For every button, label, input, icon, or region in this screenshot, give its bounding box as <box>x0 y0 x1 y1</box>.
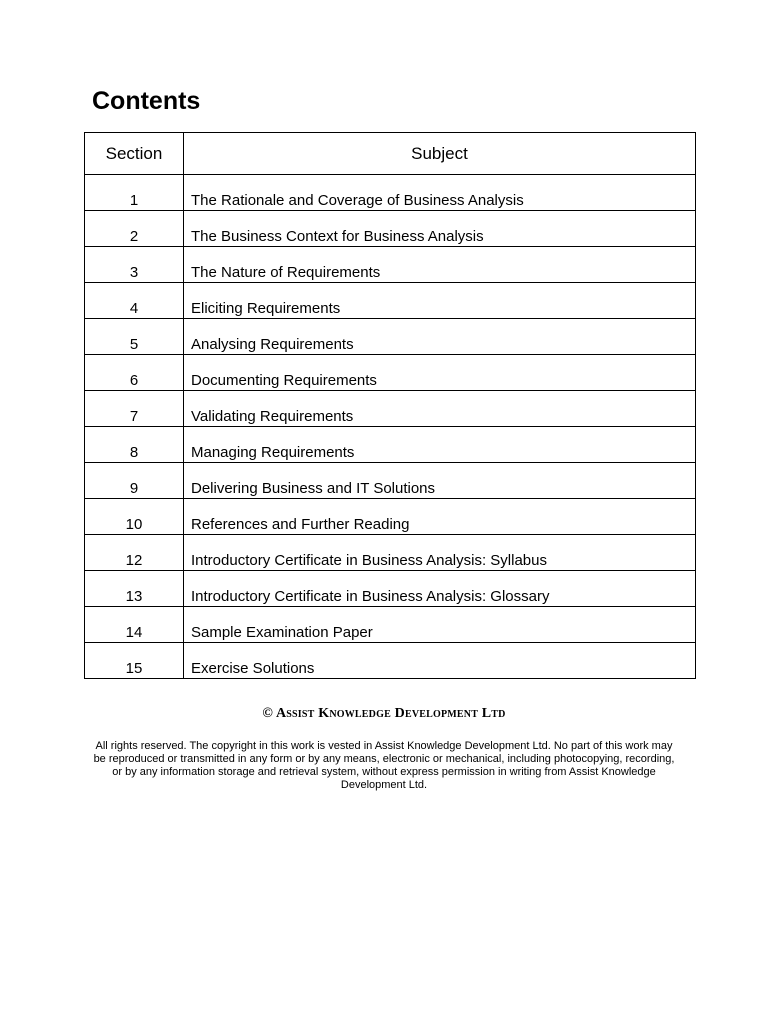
table-row <box>85 175 696 211</box>
section-number: 15 <box>85 643 184 679</box>
page-title: Contents <box>92 87 201 115</box>
table-row <box>85 499 696 535</box>
section-subject: The Rationale and Coverage of Business Analysis <box>184 175 696 211</box>
table-row <box>85 463 696 499</box>
header-subject: Subject <box>184 133 696 175</box>
contents-table <box>84 132 696 679</box>
section-subject: Managing Requirements <box>184 427 696 463</box>
table-row <box>85 571 696 607</box>
section-subject: Documenting Requirements <box>184 355 696 391</box>
section-subject: The Business Context for Business Analysis <box>184 211 696 247</box>
section-number: 1 <box>85 175 184 211</box>
table-row <box>85 247 696 283</box>
table-row <box>85 427 696 463</box>
section-number: 6 <box>85 355 184 391</box>
copyright-line: © Assist Knowledge Development Ltd <box>262 706 506 721</box>
section-number: 7 <box>85 391 184 427</box>
table-row <box>85 211 696 247</box>
table-row <box>85 355 696 391</box>
section-subject: Exercise Solutions <box>184 643 696 679</box>
section-subject: Eliciting Requirements <box>184 283 696 319</box>
section-number: 13 <box>85 571 184 607</box>
rights-notice: All rights reserved. The copyright in this work is vested in Assist Knowledge Development Ltd. No part of this work may be reproduced or transmitted in any form or by any means, electronic or mechanical, including photocopying, recording, or by any information storage and retrieval system, without express permission in writing from Assist Knowledge Development Ltd. <box>93 740 675 791</box>
section-number: 14 <box>85 607 184 643</box>
table-row <box>85 391 696 427</box>
table-row <box>85 319 696 355</box>
table-row <box>85 283 696 319</box>
section-subject: Introductory Certificate in Business Analysis: Glossary <box>184 571 696 607</box>
section-number: 3 <box>85 247 184 283</box>
section-subject: References and Further Reading <box>184 499 696 535</box>
section-number: 10 <box>85 499 184 535</box>
section-number: 8 <box>85 427 184 463</box>
header-section: Section <box>85 133 184 175</box>
table-row <box>85 607 696 643</box>
section-number: 2 <box>85 211 184 247</box>
table-row <box>85 643 696 679</box>
table-row <box>85 535 696 571</box>
section-subject: Delivering Business and IT Solutions <box>184 463 696 499</box>
section-subject: Introductory Certificate in Business Analysis: Syllabus <box>184 535 696 571</box>
section-subject: Validating Requirements <box>184 391 696 427</box>
section-number: 9 <box>85 463 184 499</box>
section-subject: Sample Examination Paper <box>184 607 696 643</box>
section-number: 5 <box>85 319 184 355</box>
section-number: 4 <box>85 283 184 319</box>
section-subject: Analysing Requirements <box>184 319 696 355</box>
table-header-row <box>85 133 696 175</box>
section-number: 12 <box>85 535 184 571</box>
section-subject: The Nature of Requirements <box>184 247 696 283</box>
